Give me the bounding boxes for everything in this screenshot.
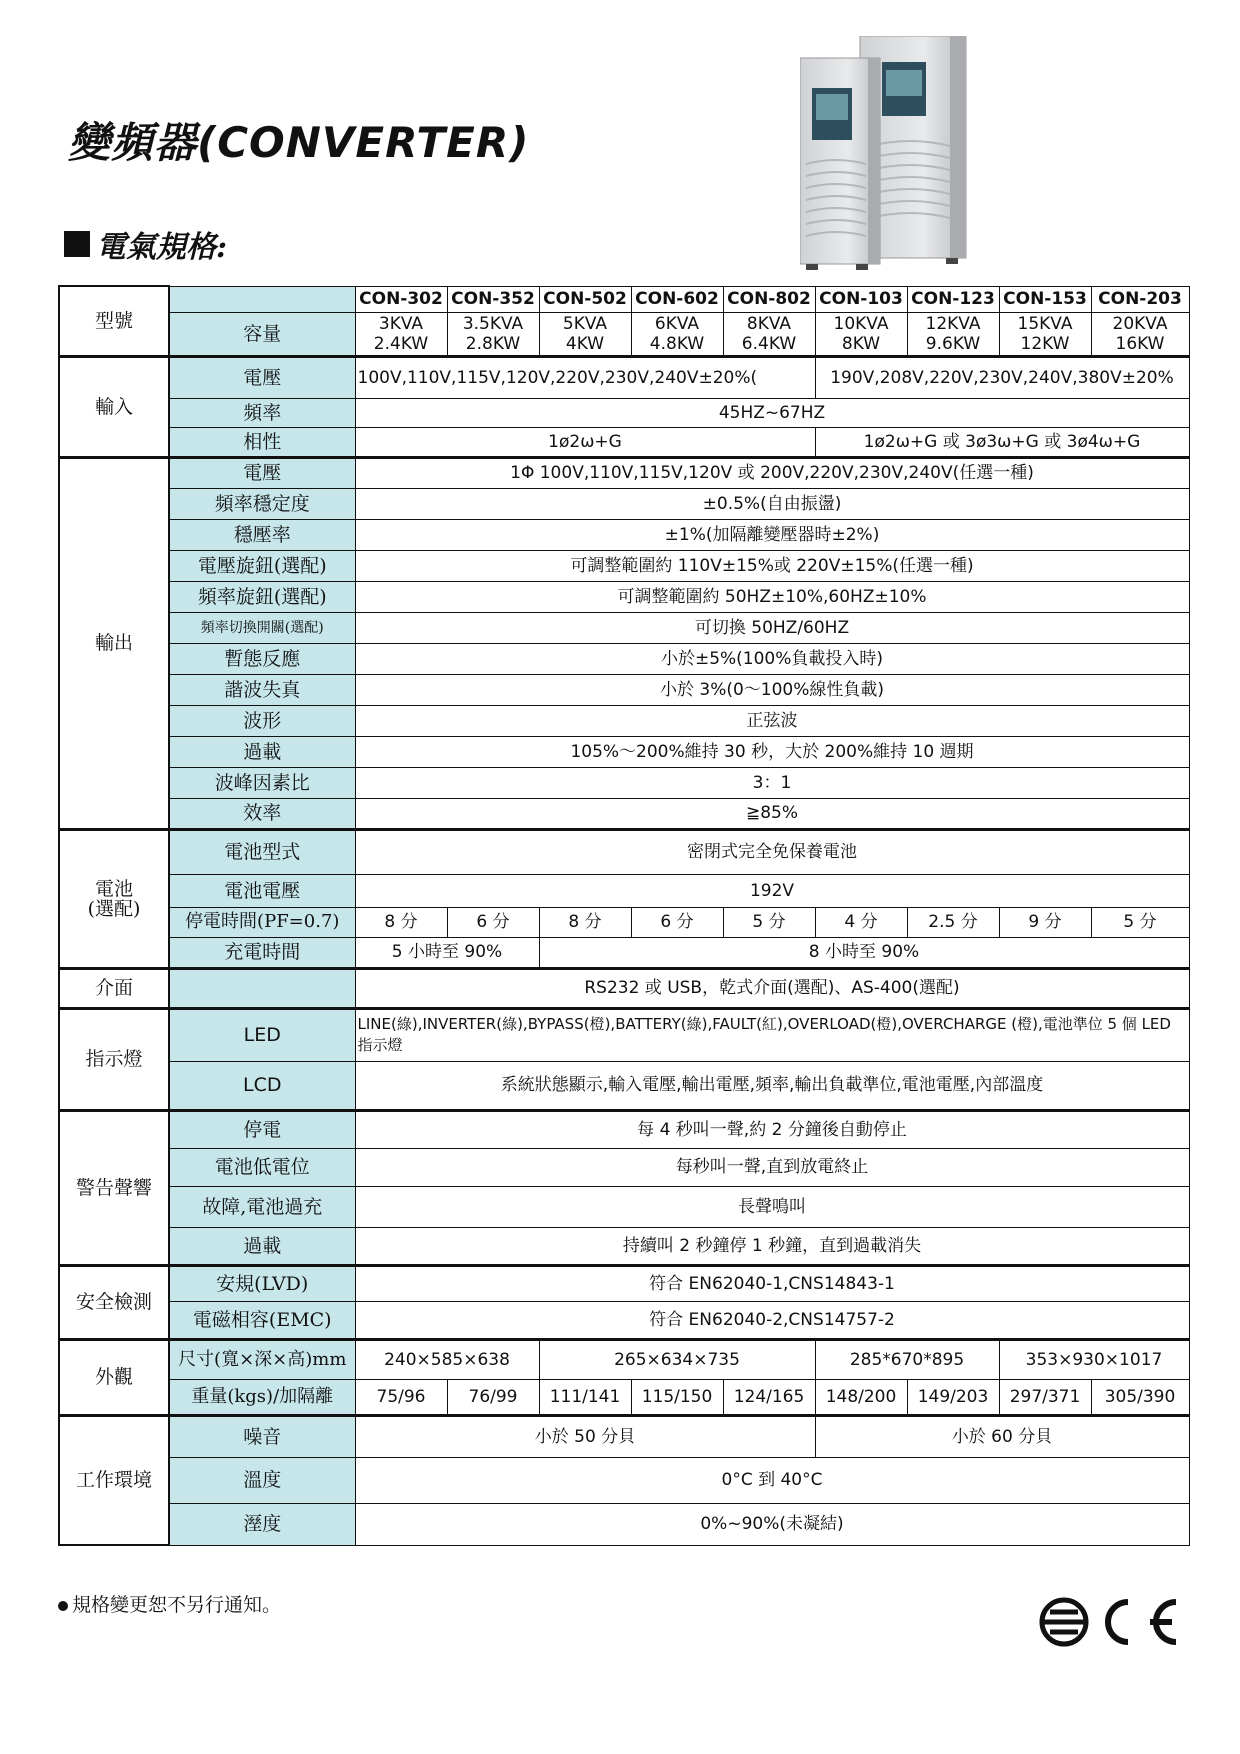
model-name: CON-802 [723,286,815,312]
led-value: LINE(綠),INVERTER(綠),BYPASS(橙),BATTERY(綠),FAULT(紅),OVERLOAD(橙),OVERCHARGE (橙),電池準位 5 個 LED 指示燈 [355,1008,1189,1061]
led-row [59,1008,1189,1061]
output-value: 可切換 50HZ/60HZ [355,612,1189,643]
dimension-label: 尺寸(寬×深×高)mm [169,1339,355,1379]
ce-mark-icon [1108,1602,1176,1642]
capacity-cell [1091,312,1189,356]
output-label: 電壓旋鈕(選配) [169,550,355,581]
capacity-cell [723,312,815,356]
model-name: CON-123 [907,286,999,312]
capacity-kva: 8KVA [746,313,792,334]
alarm-value: 持續叫 2 秒鐘停 1 秒鐘，直到過載消失 [355,1227,1189,1265]
group-battery-line2: (選配) [87,897,141,920]
interface-label-blank [169,968,355,1008]
output-value: 可調整範圍約 110V±15%或 220V±15%(任選一種) [355,550,1189,581]
capacity-kw: 16KW [1115,333,1165,354]
backup-time: 5 分 [723,907,815,937]
alarm-value: 每 4 秒叫一聲,約 2 分鐘後自動停止 [355,1110,1189,1148]
model-name: CON-602 [631,286,723,312]
output-label: 過載 [169,736,355,767]
alarm-row [59,1227,1189,1265]
group-battery [59,829,169,968]
section-heading [64,222,227,266]
led-label: LED [169,1008,355,1061]
input-phase-a: 1ø2ω+G [355,427,815,457]
alarm-row [59,1110,1189,1148]
noise-row [59,1415,1189,1457]
capacity-kva: 5KVA [562,313,608,334]
battery-charge-b: 8 小時至 90% [539,937,1189,968]
output-label: 電壓 [169,457,355,488]
dimension-value: 265×634×735 [539,1339,815,1379]
humidity-label: 溼度 [169,1503,355,1545]
capacity-kva: 15KVA [1017,313,1073,334]
battery-charge-row [59,937,1189,968]
lcd-value: 系統狀態顯示,輸入電壓,輸出電壓,頻率,輸出負載準位,電池電壓,內部溫度 [355,1061,1189,1110]
dimension-row [59,1339,1189,1379]
weight-row [59,1379,1189,1415]
backup-time: 5 分 [1091,907,1189,937]
output-row [59,457,1189,488]
model-label-blank [169,286,355,312]
backup-time: 6 分 [447,907,539,937]
capacity-cell [631,312,723,356]
lcd-row [59,1061,1189,1110]
output-row [59,798,1189,829]
battery-type-value: 密閉式完全免保養電池 [355,829,1189,874]
group-appearance: 外觀 [59,1339,169,1415]
noise-label: 噪音 [169,1415,355,1457]
lvd-value: 符合 EN62040-1,CNS14843-1 [355,1265,1189,1301]
output-row [59,581,1189,612]
capacity-cell [815,312,907,356]
output-value: 正弦波 [355,705,1189,736]
bsmi-mark-icon [1042,1600,1086,1644]
output-value: ±1%(加隔離變壓器時±2%) [355,519,1189,550]
group-alarm: 警告聲響 [59,1110,169,1265]
output-value: 小於±5%(100%負載投入時) [355,643,1189,674]
page-title: 變頻器(CONVERTER) [68,118,530,167]
section-title-text: 電氣規格: [96,230,228,265]
output-label: 諧波失真 [169,674,355,705]
temperature-value: 0°C 到 40°C [355,1457,1189,1503]
dimension-value: 353×930×1017 [999,1339,1189,1379]
weight-value: 115/150 [631,1379,723,1415]
weight-value: 305/390 [1091,1379,1189,1415]
lcd-label: LCD [169,1061,355,1110]
model-name: CON-153 [999,286,1091,312]
capacity-row [59,312,1189,356]
weight-value: 148/200 [815,1379,907,1415]
battery-type-label: 電池型式 [169,829,355,874]
emc-label: 電磁相容(EMC) [169,1301,355,1339]
backup-time: 4 分 [815,907,907,937]
temperature-row [59,1457,1189,1503]
battery-type-row [59,829,1189,874]
spec-table [58,285,1190,1546]
alarm-row [59,1186,1189,1227]
noise-a: 小於 50 分貝 [355,1415,815,1457]
group-environment: 工作環境 [59,1415,169,1545]
group-input: 輸入 [59,356,169,457]
capacity-cell [355,312,447,356]
output-row [59,674,1189,705]
alarm-label: 故障,電池過充 [169,1186,355,1227]
alarm-label: 過載 [169,1227,355,1265]
lvd-row [59,1265,1189,1301]
weight-value: 76/99 [447,1379,539,1415]
model-name: CON-302 [355,286,447,312]
alarm-label: 電池低電位 [169,1148,355,1186]
weight-value: 111/141 [539,1379,631,1415]
capacity-kw: 4.8KW [649,333,705,354]
emc-row [59,1301,1189,1339]
group-safety: 安全檢測 [59,1265,169,1339]
noise-b: 小於 60 分貝 [815,1415,1189,1457]
output-row [59,519,1189,550]
capacity-kw: 6.4KW [741,333,797,354]
alarm-value: 每秒叫一聲,直到放電終止 [355,1148,1189,1186]
output-row [59,767,1189,798]
input-phase-label: 相性 [169,427,355,457]
humidity-value: 0%~90%(未凝結) [355,1503,1189,1545]
capacity-kw: 9.6KW [925,333,981,354]
capacity-kva: 3KVA [378,313,424,334]
dimension-value: 285*670*895 [815,1339,999,1379]
group-battery-line1: 電池 [94,877,133,900]
output-row [59,643,1189,674]
emc-value: 符合 EN62040-2,CNS14757-2 [355,1301,1189,1339]
alarm-value: 長聲鳴叫 [355,1186,1189,1227]
capacity-kva: 6KVA [654,313,700,334]
capacity-cell [447,312,539,356]
capacity-kva: 12KVA [925,313,981,334]
output-value: 3：1 [355,767,1189,798]
output-value: 1Φ 100V,110V,115V,120V 或 200V,220V,230V,240V(任選一種) [355,457,1189,488]
capacity-kw: 2.8KW [465,333,521,354]
backup-time: 8 分 [355,907,447,937]
model-name: CON-502 [539,286,631,312]
capacity-kva: 20KVA [1112,313,1168,334]
capacity-kw: 12KW [1020,333,1070,354]
output-label: 波形 [169,705,355,736]
group-indicator: 指示燈 [59,1008,169,1110]
weight-value: 149/203 [907,1379,999,1415]
input-voltage-a: 100V,110V,115V,120V,220V,230V,240V±20%( [355,356,815,398]
bullet-icon [58,1601,68,1611]
battery-backup-row [59,907,1189,937]
input-frequency-value: 45HZ~67HZ [355,398,1189,427]
model-name-row [59,286,1189,312]
footnote-text: 規格變更恕不另行通知。 [72,1594,282,1616]
output-value: ±0.5%(自由振盪) [355,488,1189,519]
backup-time: 9 分 [999,907,1091,937]
output-label: 穩壓率 [169,519,355,550]
battery-charge-label: 充電時間 [169,937,355,968]
output-row [59,612,1189,643]
input-frequency-row [59,398,1189,427]
output-label: 暫態反應 [169,643,355,674]
group-output: 輸出 [59,457,169,829]
output-row [59,488,1189,519]
group-interface: 介面 [59,968,169,1008]
output-label: 頻率穩定度 [169,488,355,519]
dimension-value: 240×585×638 [355,1339,539,1379]
output-label: 波峰因素比 [169,767,355,798]
battery-voltage-label: 電池電壓 [169,874,355,907]
output-label: 頻率切換開關(選配) [169,612,355,643]
battery-voltage-row [59,874,1189,907]
capacity-kva: 10KVA [833,313,889,334]
footnote [58,1590,281,1617]
backup-time: 2.5 分 [907,907,999,937]
interface-row [59,968,1189,1008]
capacity-kw: 2.4KW [373,333,429,354]
output-label: 頻率旋鈕(選配) [169,581,355,612]
output-value: ≧85% [355,798,1189,829]
weight-value: 124/165 [723,1379,815,1415]
battery-backup-label: 停電時間(PF=0.7) [169,907,355,937]
capacity-kw: 4KW [565,333,605,354]
weight-value: 297/371 [999,1379,1091,1415]
capacity-kva: 3.5KVA [462,313,524,334]
model-name: CON-203 [1091,286,1189,312]
input-voltage-label: 電壓 [169,356,355,398]
input-phase-b: 1ø2ω+G 或 3ø3ω+G 或 3ø4ω+G [815,427,1189,457]
battery-charge-a: 5 小時至 90% [355,937,539,968]
certification-marks [1036,1592,1186,1652]
product-image [800,36,970,270]
model-name: CON-352 [447,286,539,312]
capacity-label: 容量 [169,312,355,356]
temperature-label: 溫度 [169,1457,355,1503]
capacity-cell [539,312,631,356]
output-row [59,705,1189,736]
capacity-kw: 8KW [841,333,881,354]
input-voltage-b: 190V,208V,220V,230V,240V,380V±20% [815,356,1189,398]
output-label: 效率 [169,798,355,829]
weight-value: 75/96 [355,1379,447,1415]
backup-time: 6 分 [631,907,723,937]
input-frequency-label: 頻率 [169,398,355,427]
battery-voltage-value: 192V [355,874,1189,907]
input-phase-row [59,427,1189,457]
output-value: 105%～200%維持 30 秒，大於 200%維持 10 週期 [355,736,1189,767]
capacity-cell [907,312,999,356]
output-value: 可調整範圍約 50HZ±10%,60HZ±10% [355,581,1189,612]
capacity-cell [999,312,1091,356]
alarm-row [59,1148,1189,1186]
lvd-label: 安規(LVD) [169,1265,355,1301]
square-bullet-icon [64,231,90,257]
model-name: CON-103 [815,286,907,312]
output-row [59,736,1189,767]
interface-value: RS232 或 USB，乾式介面(選配)、AS-400(選配) [355,968,1189,1008]
input-voltage-row [59,356,1189,398]
humidity-row [59,1503,1189,1545]
weight-label: 重量(kgs)/加隔離 [169,1379,355,1415]
group-model: 型號 [59,286,169,356]
output-row [59,550,1189,581]
output-value: 小於 3%(0～100%線性負載) [355,674,1189,705]
backup-time: 8 分 [539,907,631,937]
alarm-label: 停電 [169,1110,355,1148]
